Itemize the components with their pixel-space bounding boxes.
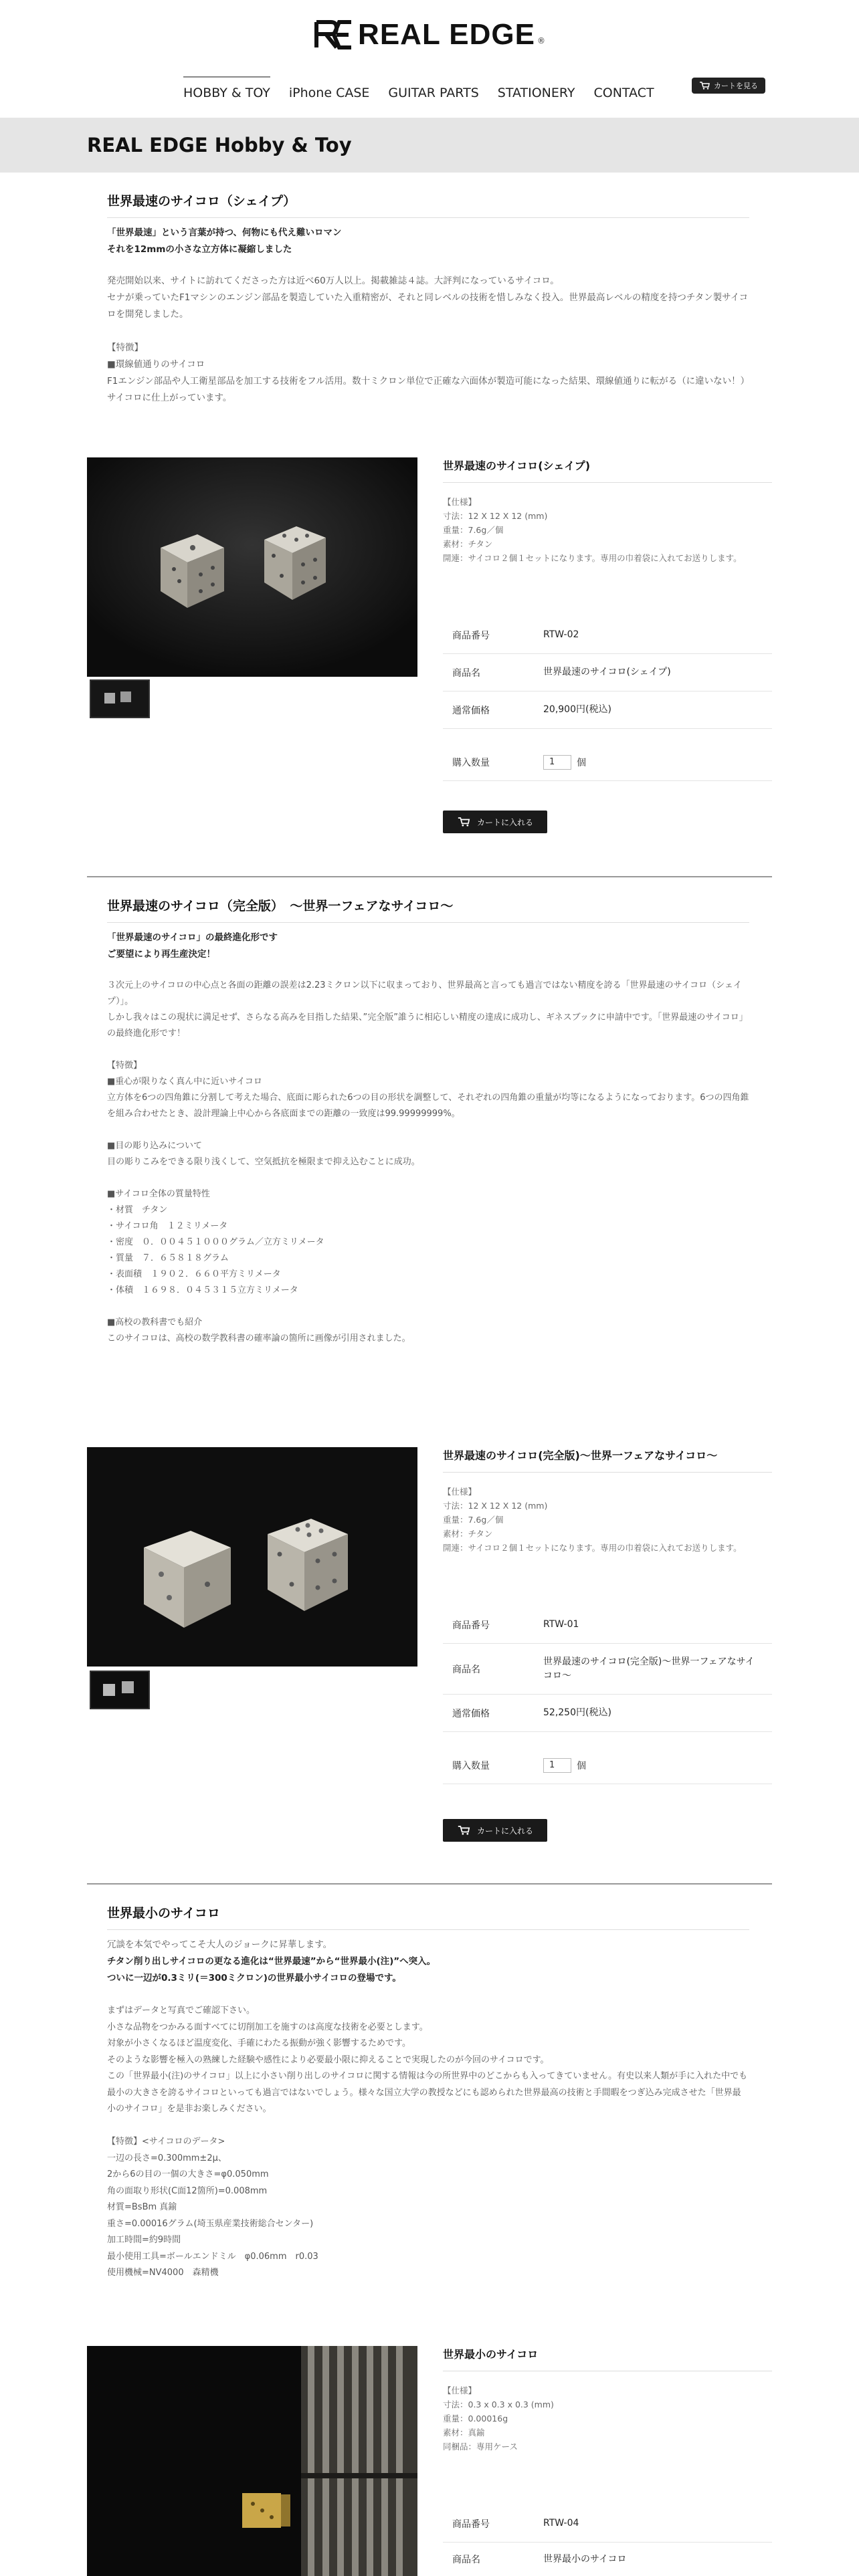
- quantity-row: [443, 1747, 772, 1784]
- product-info-complete: [443, 1447, 772, 1555]
- quantity-label: 購入数量: [452, 757, 490, 768]
- quantity-label: 購入数量: [452, 1760, 490, 1772]
- section-lead: 「世界最速のサイコロ」の最終進化形です ご要望により再生産決定！: [107, 932, 278, 960]
- description-section-shape: [107, 191, 749, 407]
- product-photo-shape[interactable]: [87, 457, 417, 677]
- product-info-smallest: [443, 2346, 772, 2454]
- table-row: 商品番号 RTW-01: [443, 1606, 772, 1644]
- product-info-shape: [443, 457, 772, 565]
- nav-contact[interactable]: CONTACT: [593, 86, 654, 100]
- view-cart-label: カートを見る: [714, 82, 758, 90]
- quantity-unit: 個: [577, 757, 586, 768]
- table-row: 商品番号 RTW-04: [443, 2505, 772, 2543]
- table-row: 通常価格 52,250円(税込): [443, 1695, 772, 1732]
- divider: [87, 1883, 772, 1885]
- quantity-unit: 個: [577, 1760, 586, 1772]
- section-title: 世界最小のサイコロ: [107, 1903, 749, 1930]
- nav-stationery[interactable]: STATIONERY: [497, 86, 575, 100]
- product-detail-table: [443, 2505, 772, 2576]
- product-thumbnail[interactable]: [90, 1671, 150, 1709]
- product-detail-table: [443, 1606, 772, 1732]
- table-row: 商品名 世界最速のサイコロ(シェイプ): [443, 654, 772, 691]
- logo-mark-icon: [314, 19, 354, 50]
- table-row: 商品名 世界最速のサイコロ(完全版)〜世界一フェアなサイコロ〜: [443, 1644, 772, 1695]
- nav-hobby-toy[interactable]: HOBBY & TOY: [174, 74, 280, 106]
- section-body: 発売開始以来、サイトに訪れてくださった方は近べ60万人以上。掲載雑誌４誌。大評判になっているサイコロ。 セナが乗っていたF1マシンのエンジン部品を製造していた入重精密が、それと同レベルの技術を惜しみなく投入。世界最高レベルの精度を持つチタン製サイコロを開発しました。 【特徴】 ■環線値通りのサイコロ F1エンジン部品や人工衛星部品を加工する技術をフル活用。数十ミクロン単位で正確な六面体が製造可能になった結果、環線値通りに転がる（に違いない！）サイコロに仕上がっています。: [107, 276, 749, 403]
- product-title: 世界最速のサイコロ(シェイプ): [443, 457, 772, 483]
- quantity-row: [443, 744, 772, 781]
- section-body: まずはデータと写真でご確認下さい。 小さな品物をつかみる面すべてに切削加工を施すのは高度な技術を必要とします。 対象が小さくなるほど温度変化、手確にわたる振動が強く影響するためです。 そのような影響を極入の熟練した経験や感性により必要最小限に抑えることで実現したのが今回のサイコロです。 この「世界最小(注)のサイコロ」以上に小さい削り出しのサイコロに関する情報は今の所世界中のどこからも入ってきていません。有史以来人類が手に入れた中でも最小の大きさを誇るサイコロといっても過言ではないでしょう。様々な国立大学の教授などにも認められた世界最高の技術と手間暇をつぎ込み完成させた「世界最小のサイコロ」を是非お楽しみください。 【特徴】<サイコロのデータ> 一辺の長さ=0.300mm±2μ、 2から6の目の一個の大きさ=φ0.050mm 角の面取り形状(C面12箇所)=0.008mm 材質=BsBm 真鍮 重さ=0.00016グラム(埼玉県産業技術総合センター) 加工時間=約9時間 最小使用工具=ボールエンドミル φ0.06mm r0.03 使用機械=NV4000 森精機: [107, 2006, 748, 2278]
- product-photo-smallest[interactable]: [87, 2346, 417, 2576]
- quantity-input[interactable]: 1: [543, 755, 571, 770]
- product-title: 世界最小のサイコロ: [443, 2346, 772, 2371]
- table-row: 通常価格 20,900円(税込): [443, 691, 772, 729]
- product-thumbnail[interactable]: [90, 679, 150, 718]
- section-title: 世界最速のサイコロ（シェイプ）: [107, 191, 749, 218]
- section-body: ３次元上のサイコロの中心点と各面の距離の誤差は2.23ミクロン以下に収まっており、世界最高と言っても過言ではない精度を誇る「世界最速のサイコロ（シェイプ）」。 しかし我々はこの現状に満足せず、さらなる高みを目指した結果、”完全版”誰うに相応しい精度の達成に成功し、ギネスブックに申請中です。「世界最速のサイコロ」の最終進化形です！ 【特徴】 ■重心が限りなく真ん中に近いサイコロ 立方体を6つの四角錐に分割して考えた場合、底面に彫られた6つの目の形状を調整して、それぞれの四角錐の重量が均等になるようになっております。6つの四角錐を組み合わせたとき、設計理論上中心から各底面までの距離の一致度は99.99999999%。 ■目の彫り込みについて 目の彫りこみをできる限り浅くして、空気抵抗を極限まで抑え込むことに成功。 ■サイコロ全体の質量特性 ・材質 チタン ・サイコロ角 １２ミリメータ ・密度 ０．００４５１０００グラム／立方ミリメータ ・質量 ７．６５８１８グラム ・表面積 １９０２．６６０平方ミリメータ ・体積 １６９８．０４５３１５立方ミリメータ ■高校の教科書でも紹介 このサイコロは、高校の数学教科書の確率論の箇所に画像が引用されました。: [107, 980, 749, 1344]
- quantity-input[interactable]: 1: [543, 1758, 571, 1773]
- section-title: 世界最速のサイコロ（完全版） 〜世界一フェアなサイコロ〜: [107, 896, 749, 923]
- divider: [87, 876, 772, 877]
- section-lead: チタン削り出しサイコロの更なる進化は“世界最速”から“世界最小(注)”へ突入。 ついに一辺が0.3ミリ(＝300ミクロン)の世界最小サイコロの登場です。: [107, 1956, 436, 1983]
- micro-dice-photo-image: [87, 2346, 417, 2576]
- logo-registered-mark: ®: [537, 36, 545, 45]
- category-banner: [0, 118, 859, 173]
- cart-icon: [457, 1826, 470, 1835]
- main-nav: [174, 74, 664, 106]
- table-row: 商品番号 RTW-02: [443, 617, 772, 654]
- table-row: 商品名 世界最小のサイコロ: [452, 2553, 627, 2565]
- logo-text: REAL EDGE: [358, 18, 535, 51]
- product-spec: 【仕様】 寸法：0.3 x 0.3 x 0.3 (mm) 重量：0.00016g 素材：真鍮 同梱品：専用ケース: [443, 2385, 554, 2452]
- dice-photo-image: [87, 457, 417, 677]
- description-section-complete: [107, 896, 749, 1347]
- add-to-cart-button[interactable]: [443, 1819, 547, 1842]
- section-intro: 冗談を本気でやってこそ大人のジョークに昇華します。: [107, 1939, 332, 1950]
- product-title: 世界最速のサイコロ(完全版)〜世界一フェアなサイコロ〜: [443, 1447, 772, 1473]
- description-section-smallest: [107, 1903, 749, 2282]
- view-cart-button[interactable]: [692, 78, 765, 94]
- cart-icon: [699, 82, 710, 90]
- product-photo-complete[interactable]: [87, 1447, 417, 1667]
- product-spec: 【仕様】 寸法：12 X 12 X 12 (mm) 重量：7.6g／個 素材：チタン 開連：サイコロ２個１セットになります。専用の巾着袋に入れてお送りします。: [443, 497, 742, 563]
- nav-iphone-case[interactable]: iPhone CASE: [288, 86, 370, 100]
- nav-guitar-parts[interactable]: GUITAR PARTS: [388, 86, 479, 100]
- category-title: REAL EDGE Hobby & Toy: [87, 134, 352, 156]
- add-to-cart-label: カートに入れる: [476, 817, 533, 827]
- cart-icon: [457, 817, 470, 827]
- section-lead: 「世界最速」という言葉が持つ、何物にも代え難いロマン それを12mmの小さな立方体に凝縮しました: [107, 227, 342, 255]
- product-detail-table: [443, 617, 772, 729]
- dice-photo-image: [87, 1447, 417, 1667]
- add-to-cart-label: カートに入れる: [476, 1826, 533, 1836]
- product-spec: 【仕様】 寸法：12 X 12 X 12 (mm) 重量：7.6g／個 素材：チタン 開連：サイコロ２個１セットになります。専用の巾着袋に入れてお送りします。: [443, 1487, 742, 1553]
- add-to-cart-button[interactable]: [443, 811, 547, 833]
- site-logo[interactable]: [0, 15, 859, 55]
